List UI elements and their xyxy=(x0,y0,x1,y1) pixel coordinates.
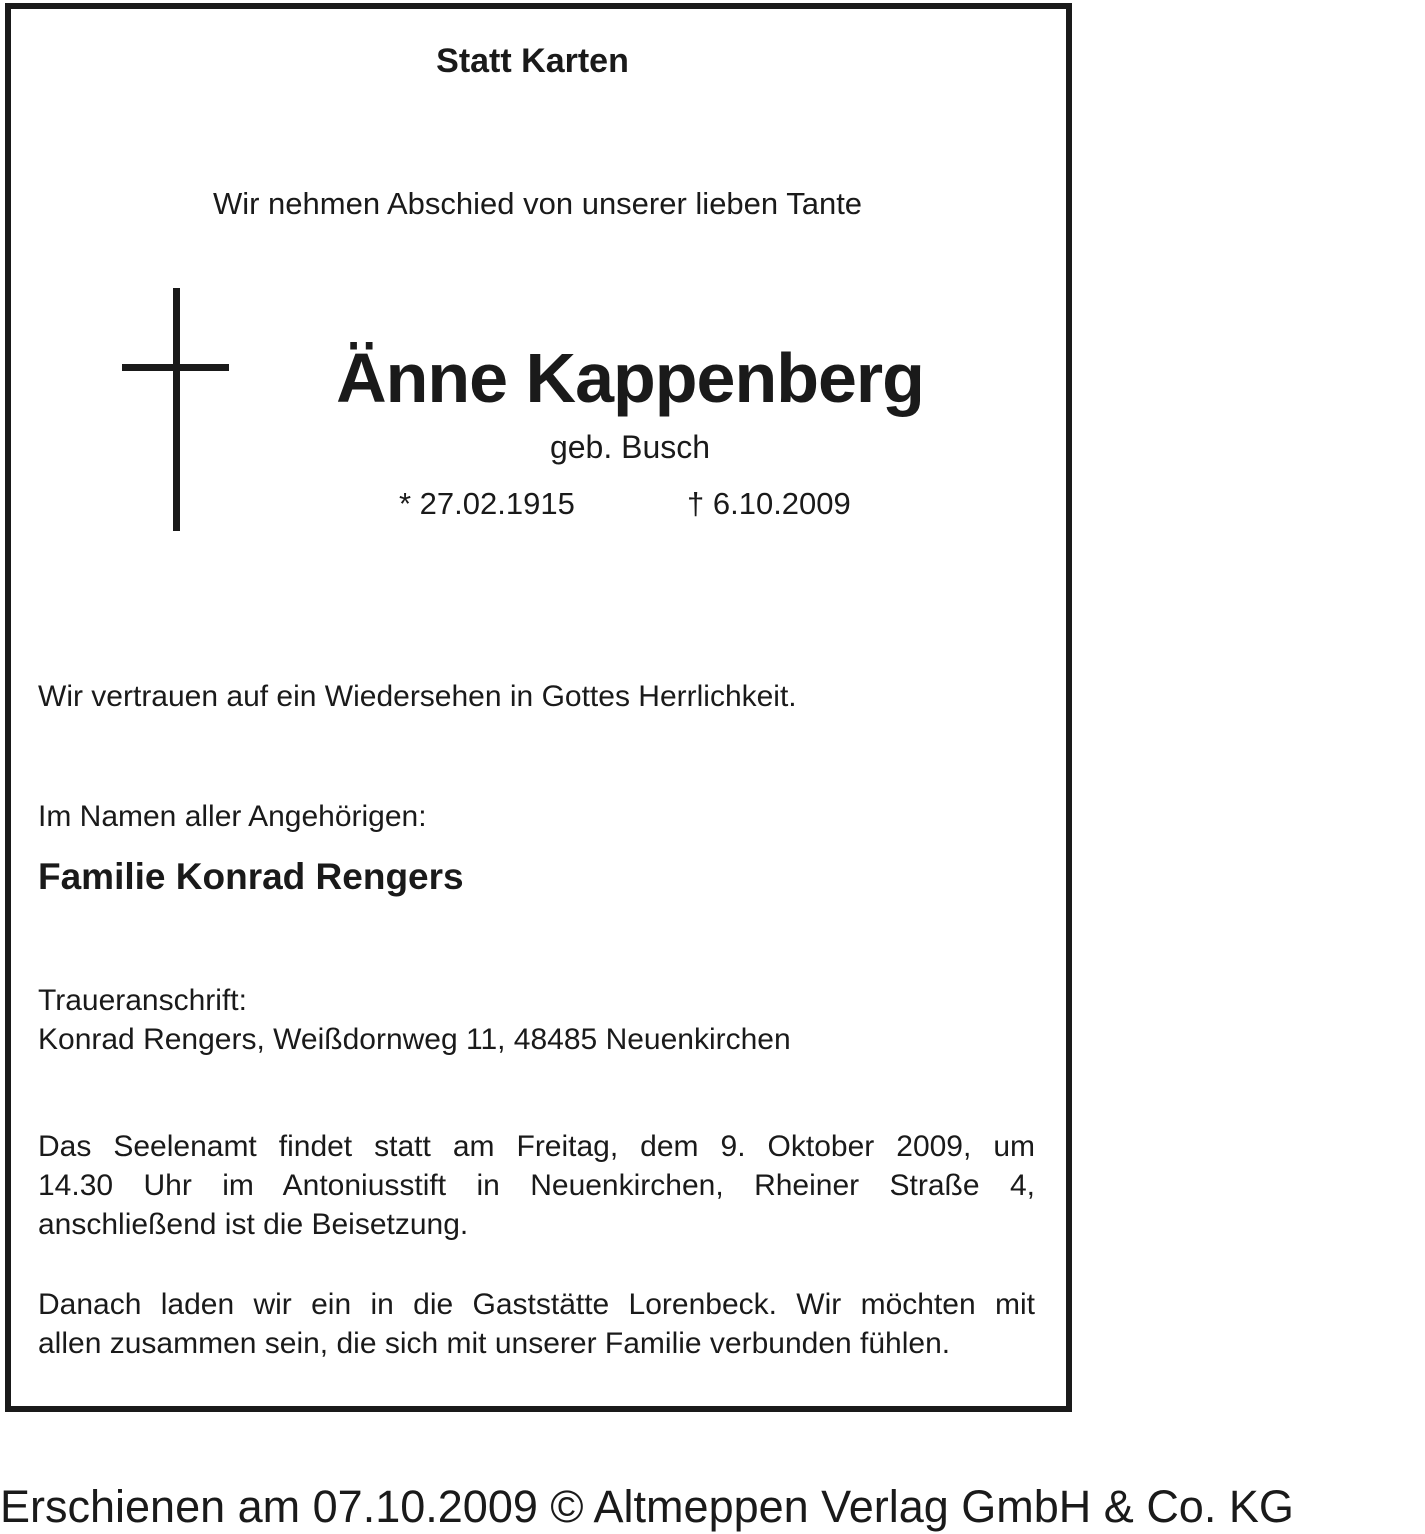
reception-line: Danach laden wir ein in die Gaststätte Lorenbeck. Wir möchten mit xyxy=(38,1288,1035,1321)
notice-header: Statt Karten xyxy=(436,42,629,80)
birth-date: * 27.02.1915 xyxy=(399,486,575,521)
cross-vertical-bar xyxy=(173,288,180,531)
funeral-line: Das Seelenamt findet statt am Freitag, dem 9. Oktober 2009, um xyxy=(38,1130,1035,1163)
deceased-name: Änne Kappenberg xyxy=(336,339,924,417)
on-behalf-line: Im Namen aller Angehörigen: xyxy=(38,800,427,833)
funeral-paragraph xyxy=(38,1127,1035,1244)
death-date: † 6.10.2009 xyxy=(687,486,851,521)
funeral-line: anschließend ist die Beisetzung. xyxy=(38,1208,469,1241)
cross-horizontal-bar xyxy=(122,364,229,371)
publication-footer: Erschienen am 07.10.2009 © Altmeppen Verlag GmbH & Co. KG xyxy=(0,1481,1294,1532)
maiden-name: geb. Busch xyxy=(549,429,711,465)
reception-paragraph xyxy=(38,1285,1035,1363)
funeral-line: 14.30 Uhr im Antoniusstift in Neuenkirchen, Rheiner Straße 4, xyxy=(38,1169,1035,1202)
reception-line: allen zusammen sein, die sich mit unserer Familie verbunden fühlen. xyxy=(38,1327,951,1360)
faith-line: Wir vertrauen auf ein Wiedersehen in Gottes Herrlichkeit. xyxy=(38,680,797,713)
family-name: Familie Konrad Rengers xyxy=(38,856,464,897)
address-label: Traueranschrift: xyxy=(38,984,247,1017)
intro-text: Wir nehmen Abschied von unserer lieben Tante xyxy=(212,186,863,221)
mourning-address: Konrad Rengers, Weißdornweg 11, 48485 Neuenkirchen xyxy=(38,1023,791,1056)
